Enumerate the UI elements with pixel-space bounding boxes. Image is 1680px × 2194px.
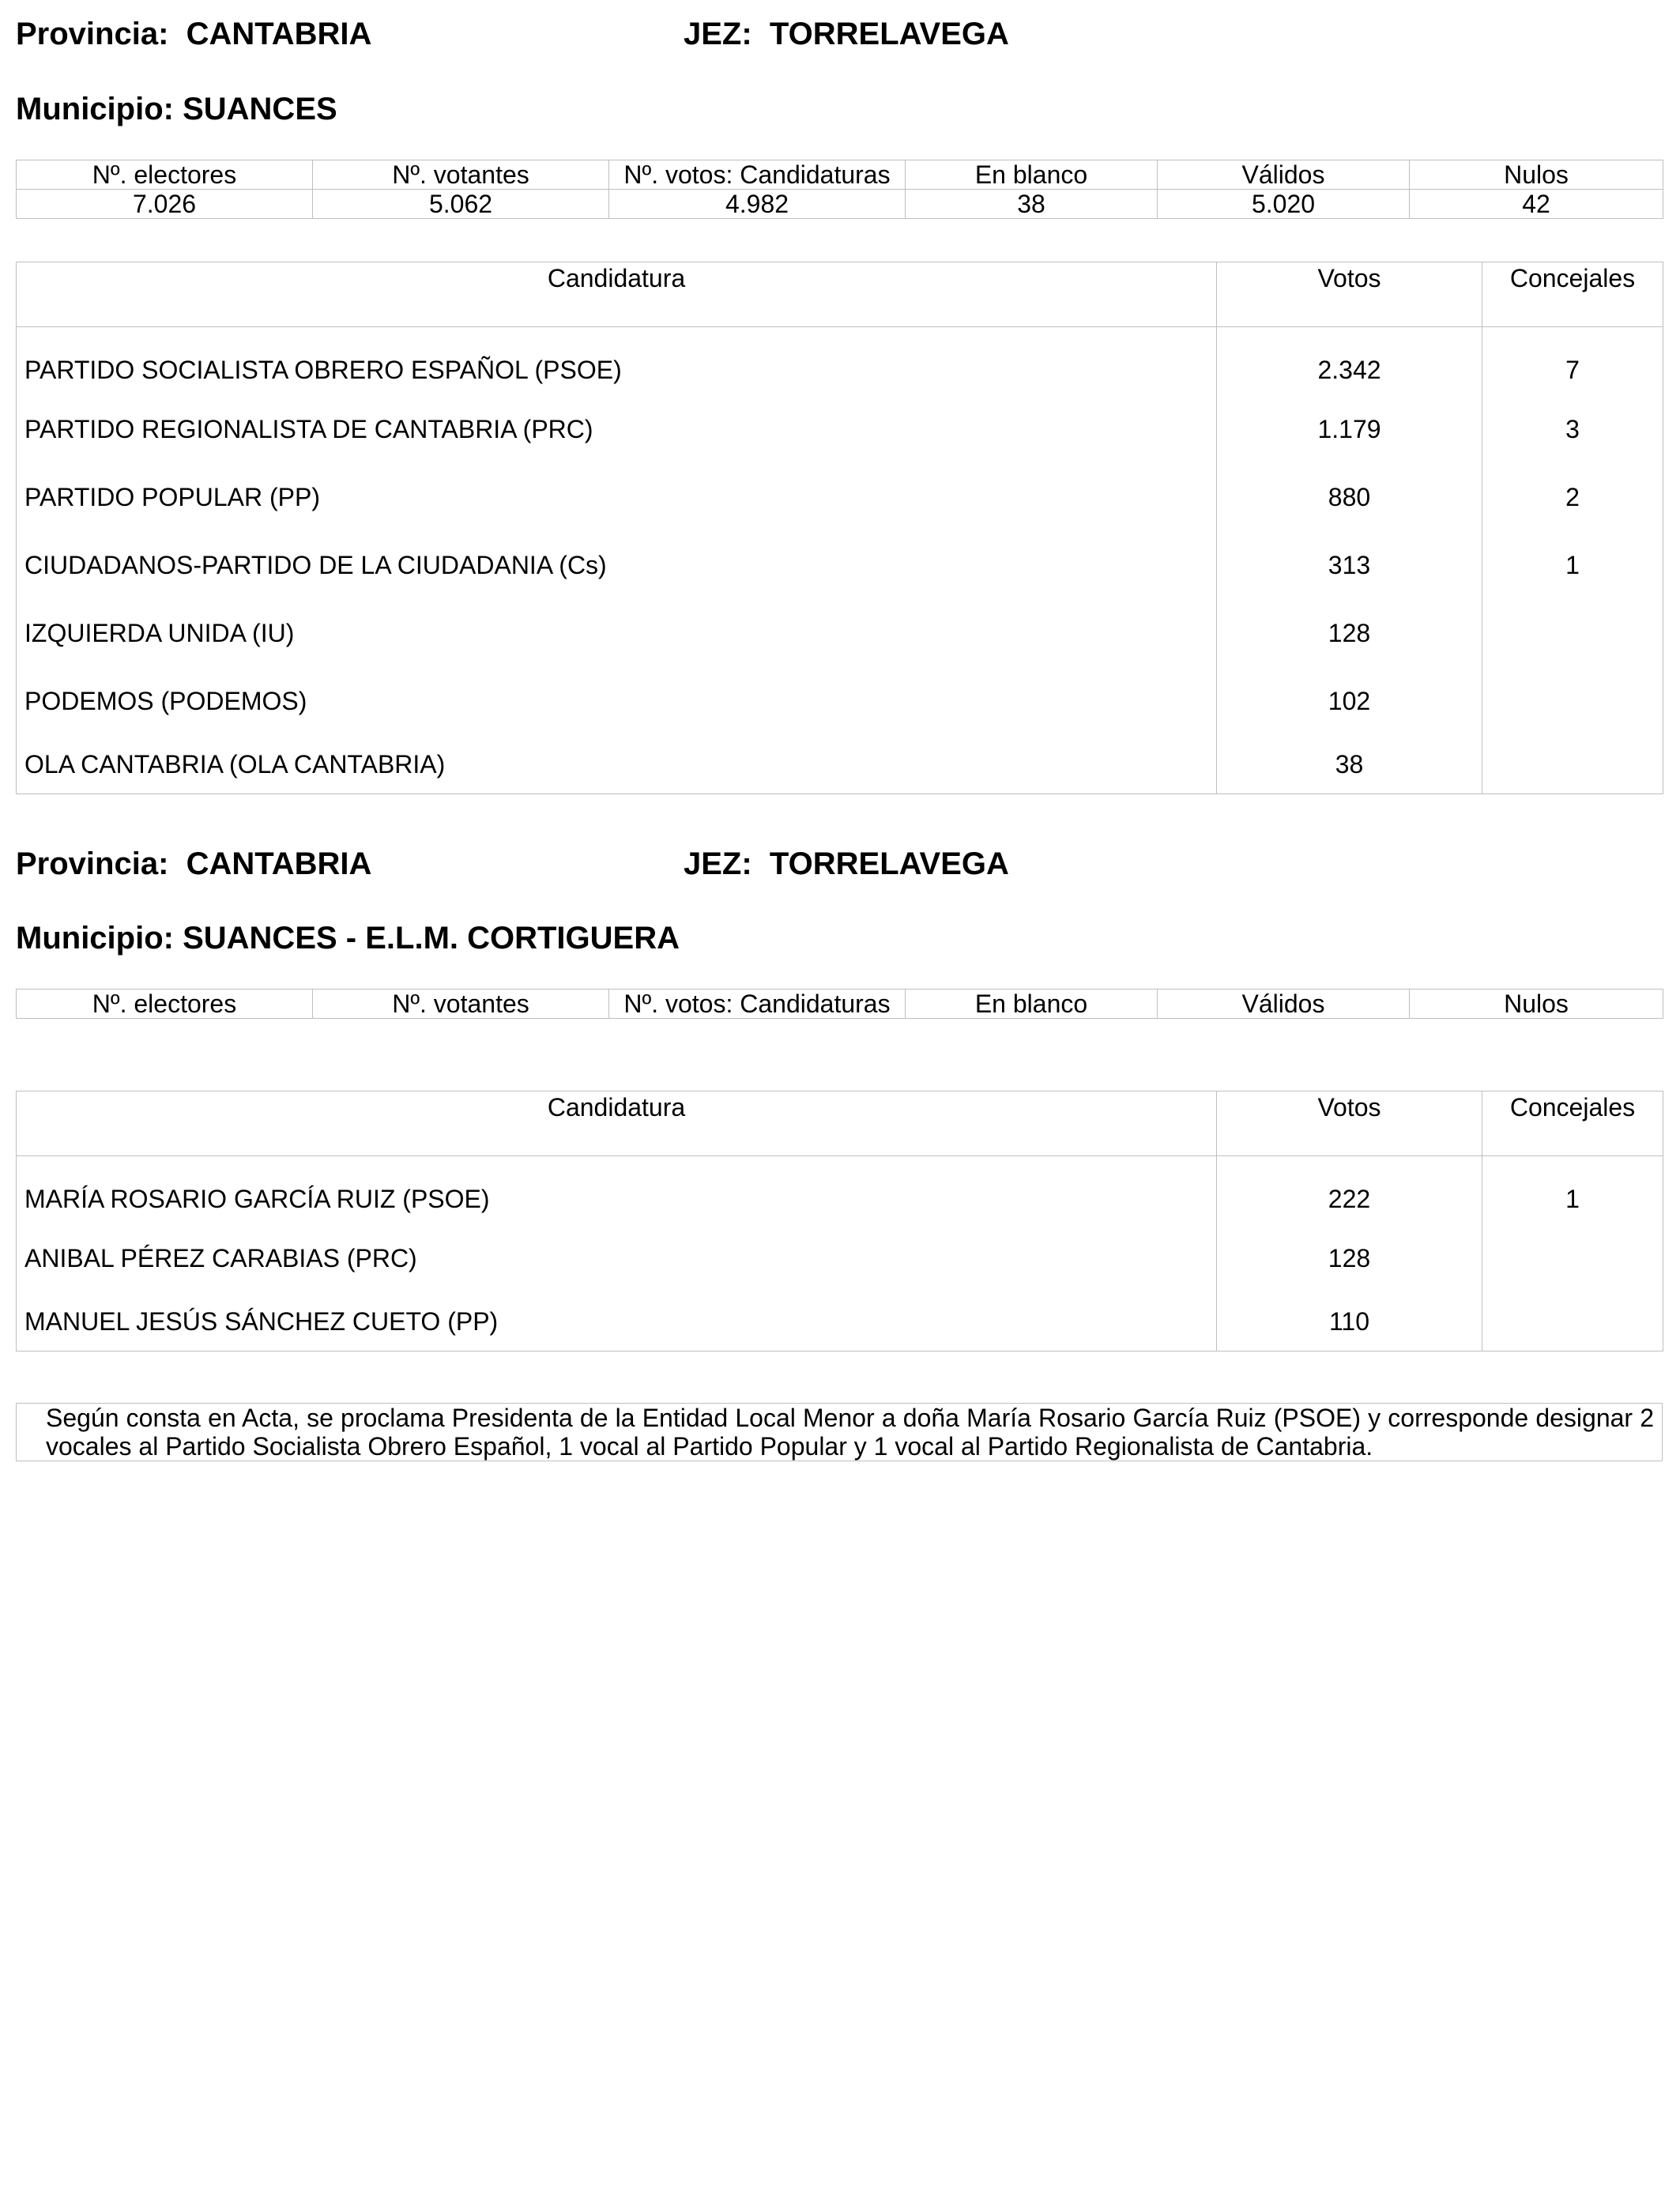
stats-header-row — [17, 160, 1663, 190]
jez-heading — [684, 846, 1009, 882]
table-row — [17, 327, 1663, 396]
table-row — [17, 599, 1663, 667]
candidates-header-row — [17, 1091, 1663, 1156]
provincia-label: Provincia: — [16, 846, 169, 881]
candidate-votes: 880 — [1217, 463, 1482, 531]
stats-header-en-blanco: En blanco — [906, 990, 1158, 1019]
candidate-votes: 128 — [1217, 599, 1482, 667]
jez-value: TORRELAVEGA — [769, 17, 1009, 51]
candidate-seats — [1482, 1224, 1663, 1292]
table-row — [17, 735, 1663, 794]
candidate-seats — [1482, 667, 1663, 735]
municipio-label: Municipio: — [16, 921, 174, 956]
jez-heading — [684, 16, 1009, 52]
header-candidatura: Candidatura — [17, 1091, 1217, 1156]
municipio-label: Municipio: — [16, 92, 174, 126]
candidates-header-row — [17, 262, 1663, 327]
stats-header-votos-candidaturas: Nº. votos: Candidaturas — [609, 160, 906, 190]
candidate-seats — [1482, 735, 1663, 794]
provincia-heading — [16, 16, 371, 52]
table-row — [17, 463, 1663, 531]
candidate-votes: 102 — [1217, 667, 1482, 735]
stats-value-nulos: 42 — [1410, 190, 1663, 219]
candidate-votes: 110 — [1217, 1292, 1482, 1351]
municipio-value: SUANCES — [183, 92, 337, 126]
candidate-votes: 313 — [1217, 531, 1482, 599]
candidate-name: PARTIDO SOCIALISTA OBRERO ESPAÑOL (PSOE) — [17, 327, 1217, 396]
candidate-name: MARÍA ROSARIO GARCÍA RUIZ (PSOE) — [17, 1156, 1217, 1225]
stats-header-votantes: Nº. votantes — [313, 160, 609, 190]
jez-label: JEZ: — [684, 846, 752, 881]
stats-header-validos: Válidos — [1158, 160, 1410, 190]
stats-header-electores: Nº. electores — [17, 990, 313, 1019]
candidate-name: CIUDADANOS-PARTIDO DE LA CIUDADANIA (Cs) — [17, 531, 1217, 599]
candidate-name: IZQUIERDA UNIDA (IU) — [17, 599, 1217, 667]
candidate-seats: 3 — [1482, 395, 1663, 463]
stats-header-validos: Válidos — [1158, 990, 1410, 1019]
jez-label: JEZ: — [684, 17, 752, 51]
candidate-seats: 7 — [1482, 327, 1663, 396]
candidate-seats: 1 — [1482, 1156, 1663, 1225]
candidate-name: ANIBAL PÉREZ CARABIAS (PRC) — [17, 1224, 1217, 1292]
stats-value-en-blanco: 38 — [906, 190, 1158, 219]
candidate-seats: 1 — [1482, 531, 1663, 599]
candidates-table — [16, 1091, 1663, 1351]
stats-table — [16, 989, 1663, 1019]
candidate-votes: 2.342 — [1217, 327, 1482, 396]
header-votos: Votos — [1217, 1091, 1482, 1156]
stats-header-nulos: Nulos — [1410, 990, 1663, 1019]
candidate-name: PODEMOS (PODEMOS) — [17, 667, 1217, 735]
municipio-heading — [16, 920, 680, 956]
table-row — [17, 1292, 1663, 1351]
provincia-value: CANTABRIA — [186, 846, 372, 881]
stats-header-nulos: Nulos — [1410, 160, 1663, 190]
stats-value-votantes: 5.062 — [313, 190, 609, 219]
municipio-value: SUANCES - E.L.M. CORTIGUERA — [183, 921, 680, 956]
candidate-name: PARTIDO REGIONALISTA DE CANTABRIA (PRC) — [17, 395, 1217, 463]
table-row — [17, 667, 1663, 735]
stats-header-en-blanco: En blanco — [906, 160, 1158, 190]
provincia-heading — [16, 846, 371, 882]
provincia-label: Provincia: — [16, 17, 169, 51]
candidate-votes: 1.179 — [1217, 395, 1482, 463]
stats-header-votos-candidaturas: Nº. votos: Candidaturas — [609, 990, 906, 1019]
candidate-name: PARTIDO POPULAR (PP) — [17, 463, 1217, 531]
candidate-votes: 38 — [1217, 735, 1482, 794]
stats-header-votantes: Nº. votantes — [313, 990, 609, 1019]
table-row — [17, 1224, 1663, 1292]
stats-value-votos-candidaturas: 4.982 — [609, 190, 906, 219]
proclamation-note: Según consta en Acta, se proclama Presidenta de la Entidad Local Menor a doña María Rosario García Ruiz (PSOE) y corresponde designar 2 vocales al Partido Socialista Obrero Español, 1 vocal al Partido Popular y 1 vocal al Partido Regionalista de Cantabria. — [16, 1403, 1663, 1461]
stats-header-electores: Nº. electores — [17, 160, 313, 190]
candidate-votes: 128 — [1217, 1224, 1482, 1292]
stats-table — [16, 160, 1663, 219]
provincia-value: CANTABRIA — [186, 17, 372, 51]
municipio-heading — [16, 91, 337, 127]
table-row — [17, 1156, 1663, 1225]
candidate-name: OLA CANTABRIA (OLA CANTABRIA) — [17, 735, 1217, 794]
stats-value-row — [17, 190, 1663, 219]
candidates-table — [16, 262, 1663, 794]
stats-header-row — [17, 990, 1663, 1019]
jez-value: TORRELAVEGA — [769, 846, 1009, 881]
header-concejales: Concejales — [1482, 262, 1663, 327]
candidate-votes: 222 — [1217, 1156, 1482, 1225]
candidate-seats — [1482, 1292, 1663, 1351]
stats-value-electores: 7.026 — [17, 190, 313, 219]
header-votos: Votos — [1217, 262, 1482, 327]
table-row — [17, 531, 1663, 599]
table-row — [17, 395, 1663, 463]
candidate-seats: 2 — [1482, 463, 1663, 531]
candidate-name: MANUEL JESÚS SÁNCHEZ CUETO (PP) — [17, 1292, 1217, 1351]
stats-value-validos: 5.020 — [1158, 190, 1410, 219]
candidate-seats — [1482, 599, 1663, 667]
header-concejales: Concejales — [1482, 1091, 1663, 1156]
header-candidatura: Candidatura — [17, 262, 1217, 327]
